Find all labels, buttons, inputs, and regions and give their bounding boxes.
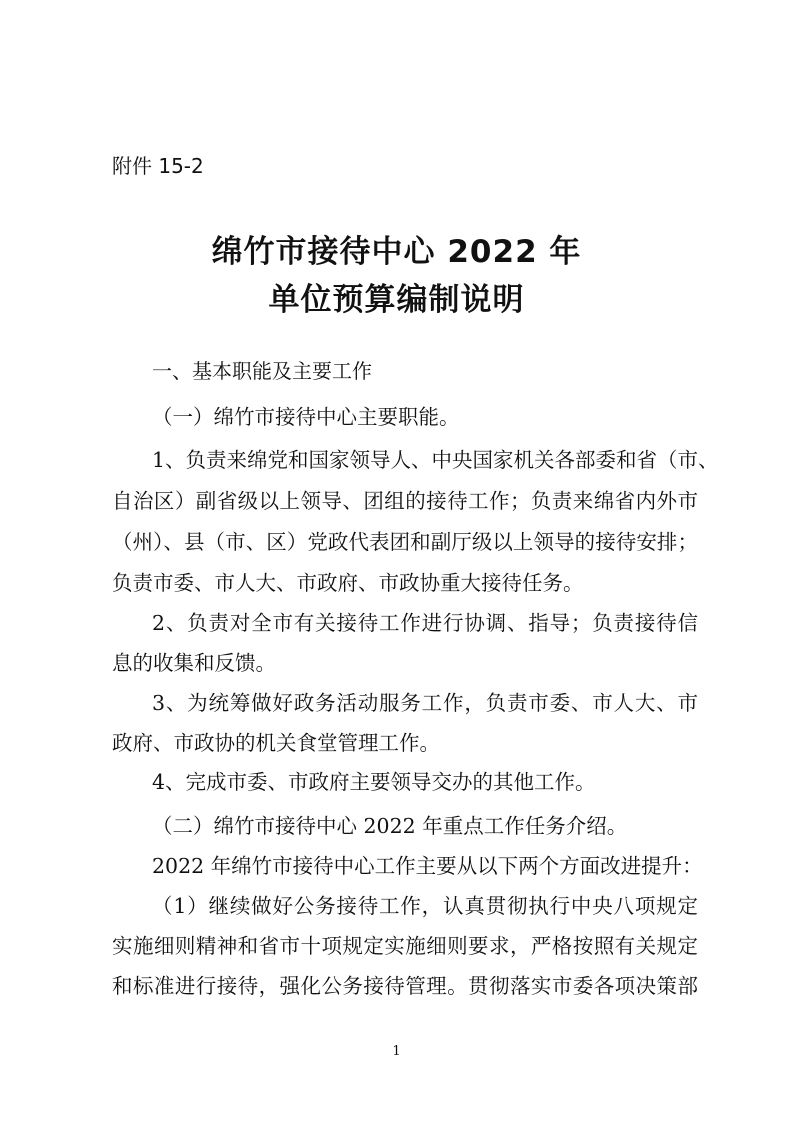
- attachment-label: 附件 15-2: [112, 154, 204, 178]
- item1-line2: 自治区）副省级以上领导、团组的接待工作；负责来绵省内外市: [112, 489, 698, 513]
- subheading-functions: （一）绵竹市接待中心主要职能。: [152, 405, 460, 429]
- item3-line2: 政府、市政协的机关食堂管理工作。: [112, 731, 440, 755]
- section-heading: 一、基本职能及主要工作: [152, 359, 372, 383]
- item2-line2: 息的收集和反馈。: [112, 651, 276, 675]
- document-title-line2: 单位预算编制说明: [268, 282, 525, 318]
- point1-line1: （1）继续做好公务接待工作，认真贯彻执行中央八项规定: [152, 894, 698, 918]
- intro-line: 2022 年绵竹市接待中心工作主要从以下两个方面改进提升：: [152, 854, 703, 878]
- page-number: 1: [392, 1044, 401, 1059]
- item1-line1: 1、负责来绵党和国家领导人、中央国家机关各部委和省（市、: [152, 448, 719, 472]
- item4-line: 4、完成市委、市政府主要领导交办的其他工作。: [152, 770, 596, 794]
- item2-line1: 2、负责对全市有关接待工作进行协调、指导；负责接待信: [152, 611, 698, 635]
- item1-line3: （州）、县（市、区）党政代表团和副厅级以上领导的接待安排；: [112, 530, 698, 554]
- item1-line4: 负责市委、市人大、市政府、市政协重大接待任务。: [112, 571, 584, 595]
- item3-line1: 3、为统筹做好政务活动服务工作，负责市委、市人大、市: [152, 691, 698, 715]
- subheading-key-tasks: （二）绵竹市接待中心 2022 年重点工作任务介绍。: [152, 814, 628, 838]
- point1-line3: 和标准进行接待，强化公务接待管理。贯彻落实市委各项决策部: [112, 974, 698, 998]
- point1-line2: 实施细则精神和省市十项规定实施细则要求，严格按照有关规定: [112, 934, 698, 958]
- document-title-line1: 绵竹市接待中心 2022 年: [211, 234, 582, 270]
